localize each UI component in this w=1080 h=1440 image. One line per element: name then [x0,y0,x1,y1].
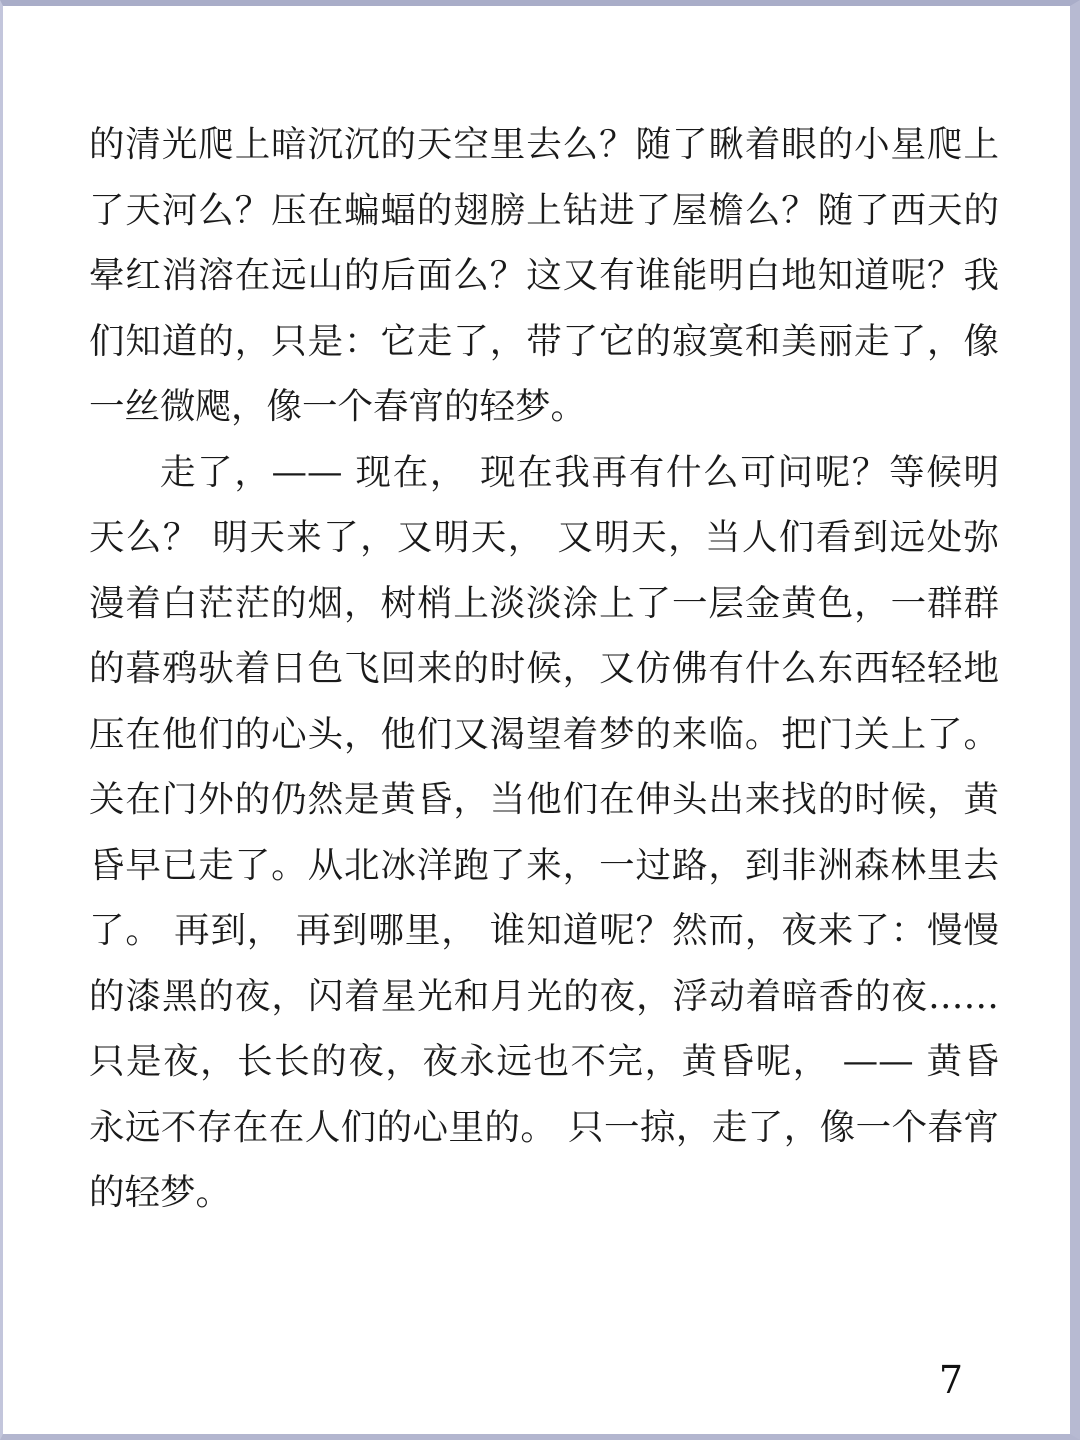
paragraph: 走了，—— 现在， 现在我再有什么可问呢？等候明天么？ 明天来了，又明天， 又明天，当人们看到远处弥漫着白茫茫的烟，树梢上淡淡涂上了一层金黄色，一群群的暮鸦驮着日色飞回来的时候，又仿佛有什么东西轻轻地压在他们的心头，他们又渴望着梦的来临。把门关上了。关在门外的仍然是黄昏，当他们在伸头出来找的时候，黄昏早已走了。从北冰洋跑了来，一过路，到非洲森林里去了。 再到， 再到哪里， 谁知道呢？然而，夜来了：慢慢的漆黑的夜，闪着星光和月光的夜，浮动着暗香的夜……只是夜，长长的夜，夜永远也不完，黄昏呢， —— 黄昏永远不存在在人们的心里的。 只一掠，走了，像一个春宵的轻梦。 [89,451,999,1213]
page-number: 7 [938,1358,964,1402]
body-text [89,112,999,1226]
paragraph-continued: 的清光爬上暗沉沉的天空里去么？随了瞅着眼的小星爬上了天河么？压在蝙蝠的翅膀上钻进了屋檐么？随了西天的晕红消溶在远山的后面么？这又有谁能明白地知道呢？我们知道的，只是：它走了，带了它的寂寞和美丽走了，像一丝微飔，像一个春宵的轻梦。 [89,124,999,427]
